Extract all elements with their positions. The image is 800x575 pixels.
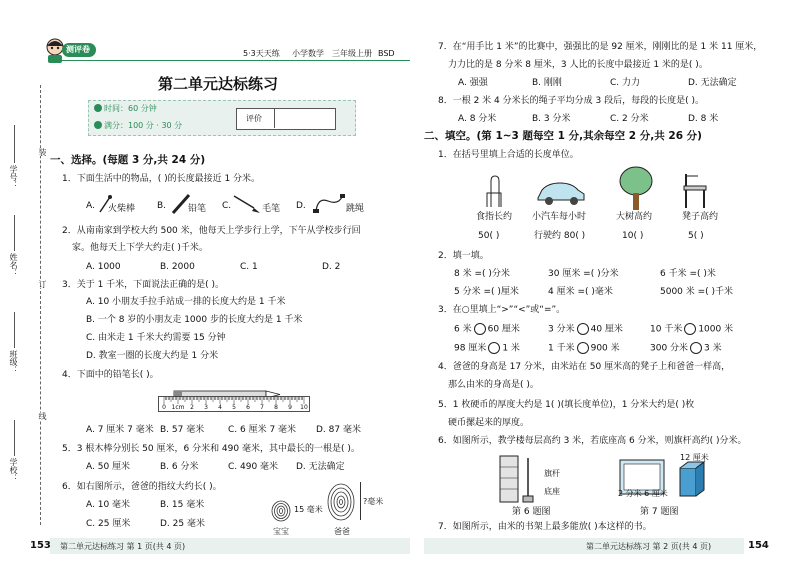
- fill-5-line-2: 硬币摞起来的厚度。: [448, 418, 530, 428]
- baby-fingerprint-icon: [270, 500, 292, 522]
- section-2-heading: 二、填空。(第 1~3 题每空 1 分,其余每空 2 分,共 26 分): [424, 130, 702, 142]
- question-1: 1．下面生活中的物品，( )的长度最接近 1 分米。: [62, 174, 261, 184]
- question-8: 8．一根 2 米 4 分米长的绳子平均分成 3 段后，每段的长度是( )。: [438, 96, 704, 106]
- q3-opt-a: A. 10 小朋友手拉手站成一排的长度大约是 1 千米: [86, 297, 286, 307]
- f3-r1-l2: 3 分米: [548, 324, 575, 335]
- ruler-label: 3: [204, 404, 208, 411]
- ruler-label: 8: [274, 404, 278, 411]
- base-label: 底座: [544, 487, 560, 496]
- fill-6: 6．如图所示，教学楼每层高约 3 米，若底座高 6 分米，则旗杆高约( )分米。: [438, 436, 747, 446]
- f3-r1-r2: 40 厘米: [590, 324, 623, 335]
- fig6-caption: 第 6 题图: [512, 507, 551, 517]
- f3-row-2-b: [548, 342, 620, 355]
- q8-opt-a: A. 8 分米: [458, 114, 497, 124]
- baby-fp-length: 15 毫米: [294, 505, 323, 514]
- fill-2: 2．填一填。: [438, 251, 489, 261]
- fill-1: 1．在括号里填上合适的长度单位。: [438, 150, 579, 160]
- ruler-label: 9: [288, 404, 292, 411]
- brush-icon: [232, 194, 262, 214]
- stool-icon: [680, 172, 710, 210]
- f1-caption-3: 大树高约: [616, 212, 653, 222]
- q6-opt-d: D. 25 毫米: [160, 519, 205, 529]
- q1-opt-a-text: 火柴棒: [108, 204, 136, 214]
- clock-icon: [94, 104, 102, 112]
- number-field: [14, 125, 15, 163]
- q6-opt-b: B. 15 毫米: [160, 500, 205, 510]
- ruler-label: 4: [218, 404, 222, 411]
- f1-value-3: 10( ): [622, 231, 644, 241]
- compare-circle[interactable]: [684, 323, 696, 335]
- q2-opt-d: D. 2: [322, 262, 341, 272]
- q8-opt-b: B. 3 分米: [532, 114, 571, 124]
- header-edition: BSD: [378, 49, 395, 58]
- q7-opt-c: C. 力力: [610, 78, 641, 88]
- compare-circle[interactable]: [690, 342, 702, 354]
- baby-label: 宝宝: [273, 527, 289, 536]
- left-footer-text: 第二单元达标练习 第 1 页(共 4 页): [60, 542, 186, 551]
- q5-opt-a: A. 50 厘米: [86, 462, 131, 472]
- ruler-label: 7: [260, 404, 264, 411]
- compare-circle[interactable]: [474, 323, 486, 335]
- book-height-label: 12 厘米: [680, 453, 709, 462]
- q1-opt-d-text: 跳绳: [346, 204, 365, 214]
- pencil-on-ruler-icon: [172, 385, 282, 395]
- header-grade: 三年级上册: [332, 49, 372, 58]
- fill-5-line-1: 5．1 枚硬币的厚度大约是 1( )(填长度单位)，1 分米大约是( )枚: [438, 400, 695, 410]
- f3-row-1-b: [548, 323, 623, 336]
- q8-opt-d: D. 8 米: [688, 114, 719, 124]
- f3-row-1: [454, 323, 520, 336]
- q4-opt-d: D. 87 毫米: [316, 425, 361, 435]
- flagpole-label: 旗杆: [544, 469, 560, 478]
- jump-rope-icon: [312, 193, 346, 215]
- fill-4-line-1: 4．爸爸的身高是 17 分米，由米站在 50 厘米高的凳子上和爸爸一样高，: [438, 362, 731, 372]
- q2-opt-b: B. 2000: [160, 262, 195, 272]
- score-text: 满分：100 分 · 30 分: [104, 121, 183, 130]
- question-3: 3．关于 1 千米，下面说法正确的是( )。: [62, 280, 225, 290]
- f1-caption-4: 凳子高约: [682, 212, 719, 222]
- f3-r2-l1: 98 厘米: [454, 343, 487, 354]
- header-series: 5·3天天练: [243, 49, 280, 58]
- ruler-labels: [158, 404, 310, 414]
- dad-label: 爸爸: [334, 527, 350, 536]
- eval-label: 评价: [246, 114, 262, 123]
- question-2-line-2: 家。他每天上下学大约走( )千米。: [72, 243, 208, 253]
- school-label: 学校：: [9, 458, 18, 482]
- question-2-line-1: 2．从南南家到学校大约 500 米，他每天上学步行上学，下午从学校步行回: [62, 226, 361, 236]
- fill-3: 3．在○里填上“>”“<”或“=”。: [438, 305, 566, 315]
- score-icon: [94, 121, 102, 129]
- header-rule: [62, 60, 410, 61]
- f3-r2-r3: 3 米: [704, 343, 722, 354]
- compare-circle[interactable]: [488, 342, 500, 354]
- question-7-line-1: 7．在“用手比 1 米”的比赛中，强强比的是 92 厘米，刚刚比的是 1 米 11 厘米，: [438, 42, 763, 52]
- name-label: 姓名：: [9, 253, 18, 277]
- ruler-label: 0: [162, 404, 166, 411]
- q5-opt-d: D. 无法确定: [296, 462, 345, 472]
- f3-r2-l3: 300 分米: [650, 343, 689, 354]
- section-1-heading: 一、选择。(每题 3 分,共 24 分): [50, 154, 206, 166]
- page-title: 第二单元达标练习: [158, 75, 279, 93]
- q6-opt-c: C. 25 厘米: [86, 519, 131, 529]
- f2-r2-c2: 4 厘米 =( )毫米: [548, 287, 613, 297]
- f2-r2-c1: 5 分米 =( )厘米: [454, 287, 519, 297]
- f3-r2-r1: 1 米: [502, 343, 520, 354]
- q2-opt-a: A. 1000: [86, 262, 121, 272]
- f1-caption-2: 小汽车每小时: [532, 212, 587, 222]
- tree-icon: [618, 165, 654, 211]
- fill-4-line-2: 那么由米的身高是( )。: [448, 380, 539, 390]
- f2-r1-c2: 30 厘米 =( )分米: [548, 269, 619, 279]
- q3-opt-b: B. 一个 8 岁的小朋友走 1000 步的长度大约是 1 千米: [86, 315, 303, 325]
- car-icon: [536, 180, 586, 206]
- f2-r1-c3: 6 千米 =( )米: [660, 269, 716, 279]
- name-field: [14, 215, 15, 251]
- badge-text: 测评卷: [66, 45, 90, 54]
- f3-row-2-c: [650, 342, 722, 355]
- question-6: 6．如右图所示，爸爸的指纹大约长( )。: [62, 482, 222, 492]
- f3-r1-l1: 6 米: [454, 324, 472, 335]
- ruler-label: 2: [190, 404, 194, 411]
- eval-divider: [274, 108, 275, 128]
- bind-mark-1: 装: [38, 148, 47, 156]
- ruler-label: 5: [232, 404, 236, 411]
- question-5: 5．3 根木棒分别长 50 厘米，6 分米和 490 毫米，其中最长的一根是( )。: [62, 444, 360, 454]
- f1-value-1: 50( ): [478, 231, 500, 241]
- shelf-width-label: 2 分米 6 厘米: [618, 489, 668, 498]
- q4-opt-b: B. 57 毫米: [160, 425, 205, 435]
- f2-r2-c3: 5000 米 =( )千米: [660, 287, 734, 297]
- q1-opt-a-letter: A.: [86, 201, 95, 211]
- left-page-number: 153: [30, 540, 51, 551]
- ruler-label: 6: [246, 404, 250, 411]
- f3-r1-r1: 60 厘米: [487, 324, 520, 335]
- right-footer-text: 第二单元达标练习 第 2 页(共 4 页): [586, 542, 712, 551]
- number-label: 学号：: [9, 165, 18, 189]
- bind-mark-3: 线: [38, 412, 47, 420]
- fig7-caption: 第 7 题图: [640, 507, 679, 517]
- f1-caption-1: 食指长约: [476, 212, 513, 222]
- finger-icon: [483, 175, 505, 209]
- q3-opt-c: C. 由米走 1 千米大约需要 15 分钟: [86, 333, 226, 343]
- compare-circle[interactable]: [577, 323, 589, 335]
- q5-opt-c: C. 490 毫米: [228, 462, 279, 472]
- ruler-label: 10: [300, 404, 308, 411]
- q3-opt-d: D. 教室一圈的长度大约是 1 分米: [86, 351, 219, 361]
- compare-circle[interactable]: [577, 342, 589, 354]
- f3-r1-r3: 1000 米: [698, 324, 734, 335]
- q7-opt-d: D. 无法确定: [688, 78, 737, 88]
- q1-opt-c-text: 毛笔: [262, 204, 281, 214]
- time-text: 时间：60 分钟: [104, 104, 157, 113]
- q8-opt-c: C. 2 分米: [610, 114, 649, 124]
- q6-opt-a: A. 10 毫米: [86, 500, 131, 510]
- right-page-number: 154: [748, 540, 769, 551]
- f3-row-1-c: [650, 323, 733, 336]
- q7-opt-a: A. 强强: [458, 78, 488, 88]
- q1-opt-b-text: 铅笔: [188, 204, 207, 214]
- class-field: [14, 312, 15, 348]
- f1-value-2: 行驶约 80( ): [534, 231, 586, 241]
- f2-r1-c1: 8 米 =( )分米: [454, 269, 510, 279]
- f3-row-2: [454, 342, 520, 355]
- q1-opt-d-letter: D.: [296, 201, 306, 211]
- f3-r2-l2: 1 千米: [548, 343, 575, 354]
- q5-opt-b: B. 6 分米: [160, 462, 199, 472]
- dad-fp-length: ?毫米: [363, 497, 384, 506]
- dad-fingerprint-icon: [326, 482, 356, 522]
- q1-opt-b-letter: B.: [157, 201, 167, 211]
- q4-opt-a: A. 7 厘米 7 毫米: [86, 425, 154, 435]
- q7-opt-b: B. 刚刚: [532, 78, 562, 88]
- dad-measure-line: [360, 482, 361, 520]
- ruler-label: 1cm: [171, 404, 185, 411]
- q4-opt-c: C. 6 厘米 7 毫米: [228, 425, 297, 435]
- bind-mark-2: 订: [38, 280, 47, 288]
- question-7-line-2: 力力比的是 8 分米 8 厘米，3 人比的长度中最接近 1 米的是( )。: [448, 60, 708, 70]
- f3-r1-l3: 10 千米: [650, 324, 683, 335]
- f1-value-4: 5( ): [688, 231, 704, 241]
- q1-opt-c-letter: C.: [222, 201, 232, 211]
- f3-r2-r2: 900 米: [590, 343, 620, 354]
- header-subject: 小学数学: [292, 49, 324, 58]
- book-icon: [678, 460, 706, 498]
- school-field: [14, 420, 15, 456]
- class-label: 班级：: [9, 350, 18, 374]
- fill-7: 7．如图所示，由米的书架上最多能放( )本这样的书。: [438, 522, 652, 532]
- q2-opt-c: C. 1: [240, 262, 258, 272]
- question-4: 4．下面中的铅笔长( )。: [62, 370, 159, 380]
